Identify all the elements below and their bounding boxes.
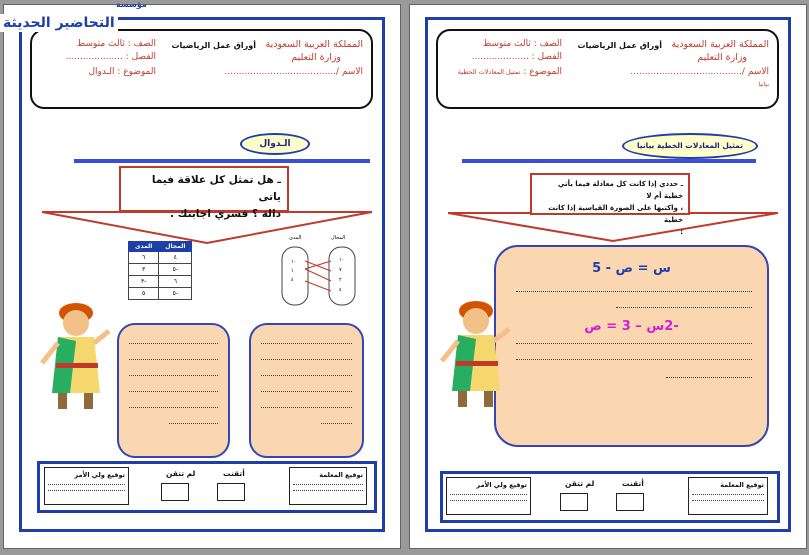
subject-label <box>88 67 156 77</box>
domain-value: ٤ <box>339 287 342 293</box>
grade-label: الصف : ثالث متوسط <box>482 39 562 49</box>
answer-box[interactable] <box>494 245 769 447</box>
answer-line <box>129 391 218 392</box>
subject-label-text: الموضوع : <box>523 67 562 77</box>
mapping-arrows <box>279 241 369 311</box>
not-mastered-label: لم تتقن <box>166 469 196 478</box>
domain-label: المجال <box>331 235 346 241</box>
table-cell: ٤ <box>159 252 192 264</box>
domain-value: ١٠ <box>339 257 345 263</box>
question-box <box>119 166 289 220</box>
answer-line <box>129 343 218 344</box>
class-field: الفصل : .................... <box>471 52 562 62</box>
header-box <box>30 29 373 109</box>
answer-line <box>516 291 752 292</box>
equation-2: -2س – 3 = ص <box>584 319 679 334</box>
parent-signature-label: توقيع ولي الأمر <box>476 481 527 489</box>
domain-value: ٧ <box>339 267 342 273</box>
table-cell: -٣ <box>129 276 159 288</box>
answer-line <box>129 375 218 376</box>
sheet-title: أوراق عمل الرياضيات <box>171 41 256 50</box>
table-row <box>129 252 192 264</box>
answer-box-right[interactable] <box>249 323 364 458</box>
table-header-range: المدى <box>129 242 159 252</box>
subject-extra: بيانيا <box>758 81 769 88</box>
domain-value: ٢ <box>339 277 342 283</box>
teacher-signature-box[interactable] <box>289 467 367 505</box>
mastered-checkbox[interactable] <box>616 493 644 511</box>
question-box <box>530 173 690 236</box>
parent-signature-box[interactable] <box>446 477 531 515</box>
table-header-domain: المجال <box>159 242 192 252</box>
subject-label-text: الموضوع : <box>117 67 156 77</box>
parent-signature-box[interactable] <box>44 467 129 505</box>
answer-line <box>321 423 352 424</box>
mapping-table <box>128 241 192 300</box>
answer-line <box>261 359 352 360</box>
answer-line <box>261 375 352 376</box>
equation-1: س = ص - 5 <box>592 261 671 276</box>
answer-line <box>129 407 218 408</box>
answer-line <box>261 343 352 344</box>
question-line1: ـ حددي إذا كانت كل معادلة فيما يأتي خطية أم لا <box>557 180 683 200</box>
range-value: ١ <box>291 268 294 274</box>
table-cell: -٥ <box>159 288 192 300</box>
subject-label <box>458 67 562 77</box>
signature-line <box>692 500 764 501</box>
answer-line <box>516 343 752 344</box>
answer-line <box>261 407 352 408</box>
answer-box-left[interactable] <box>117 323 230 458</box>
grade-label: الصف : ثالث متوسط <box>76 39 156 49</box>
ministry-line1: المملكة العربية السعودية <box>265 39 363 50</box>
signature-line <box>450 494 527 495</box>
table-row <box>129 276 192 288</box>
teacher-signature-box[interactable] <box>688 477 768 515</box>
table-row <box>129 288 192 300</box>
boy-character-illustration <box>434 291 514 416</box>
question-line3: : <box>680 228 683 236</box>
ministry-line2: وزارة التعليم <box>291 52 341 63</box>
sheet-title: أوراق عمل الرياضيات <box>577 41 662 50</box>
signature-line <box>293 484 363 485</box>
table-cell: -٥ <box>159 264 192 276</box>
signature-line <box>450 500 527 501</box>
name-field: الاسم /....................................... <box>630 67 769 77</box>
mapping-diagram <box>279 235 369 310</box>
mastered-label: أتقنت <box>223 469 245 478</box>
ministry-line1: المملكة العربية السعودية <box>671 39 769 50</box>
signature-line <box>293 490 363 491</box>
table-row <box>129 264 192 276</box>
logo-top-text: مؤسسة <box>116 0 147 9</box>
divider-rule <box>74 159 370 163</box>
question-line2: دالة ؟ فسري اجابتك . <box>170 208 281 220</box>
subject-value: الـدوال <box>88 67 115 77</box>
range-label: المدى <box>289 235 302 241</box>
parent-signature-label: توقيع ولي الأمر <box>74 471 125 479</box>
answer-line <box>666 377 752 378</box>
table-cell: ٣ <box>129 264 159 276</box>
question-line2: ، واكتبها على الصورة القياسية إذا كانت خطية <box>548 204 683 224</box>
class-field: الفصل : .................... <box>65 52 156 62</box>
question-line1: ـ هل تمثل كل علاقة فيما ياتى <box>151 174 281 203</box>
answer-line <box>261 391 352 392</box>
teacher-signature-label: توقيع المعلمة <box>720 481 764 489</box>
signature-line <box>692 494 764 495</box>
table-cell: ٦ <box>129 252 159 264</box>
topic-pill: تمثيل المعادلات الخطية بيانيا <box>622 133 758 159</box>
table-cell: ٦ <box>159 276 192 288</box>
answer-line <box>129 359 218 360</box>
not-mastered-checkbox[interactable] <box>161 483 189 501</box>
signature-line <box>48 490 125 491</box>
subject-value: تمثيل المعادلات الخطية <box>457 68 521 76</box>
boy-character-illustration <box>34 293 114 418</box>
range-value: ٤ <box>291 277 294 283</box>
site-logo: التحاضير الحديثة <box>0 14 118 32</box>
answer-line <box>616 307 752 308</box>
name-field: الاسم /....................................... <box>224 67 363 77</box>
not-mastered-label: لم تتقن <box>565 479 595 488</box>
range-value: ١٠ <box>291 259 297 265</box>
mastered-label: أتقنت <box>622 479 644 488</box>
header-box <box>436 29 779 109</box>
ministry-line2: وزارة التعليم <box>697 52 747 63</box>
topic-pill: الـدوال <box>240 133 310 155</box>
table-cell: ٥ <box>129 288 159 300</box>
mastered-checkbox[interactable] <box>217 483 245 501</box>
teacher-signature-label: توقيع المعلمة <box>319 471 363 479</box>
answer-line <box>169 423 218 424</box>
worksheet-functions <box>3 4 401 549</box>
answer-line <box>516 359 752 360</box>
signature-line <box>48 484 125 485</box>
not-mastered-checkbox[interactable] <box>560 493 588 511</box>
worksheet-linear-equations <box>409 4 807 549</box>
